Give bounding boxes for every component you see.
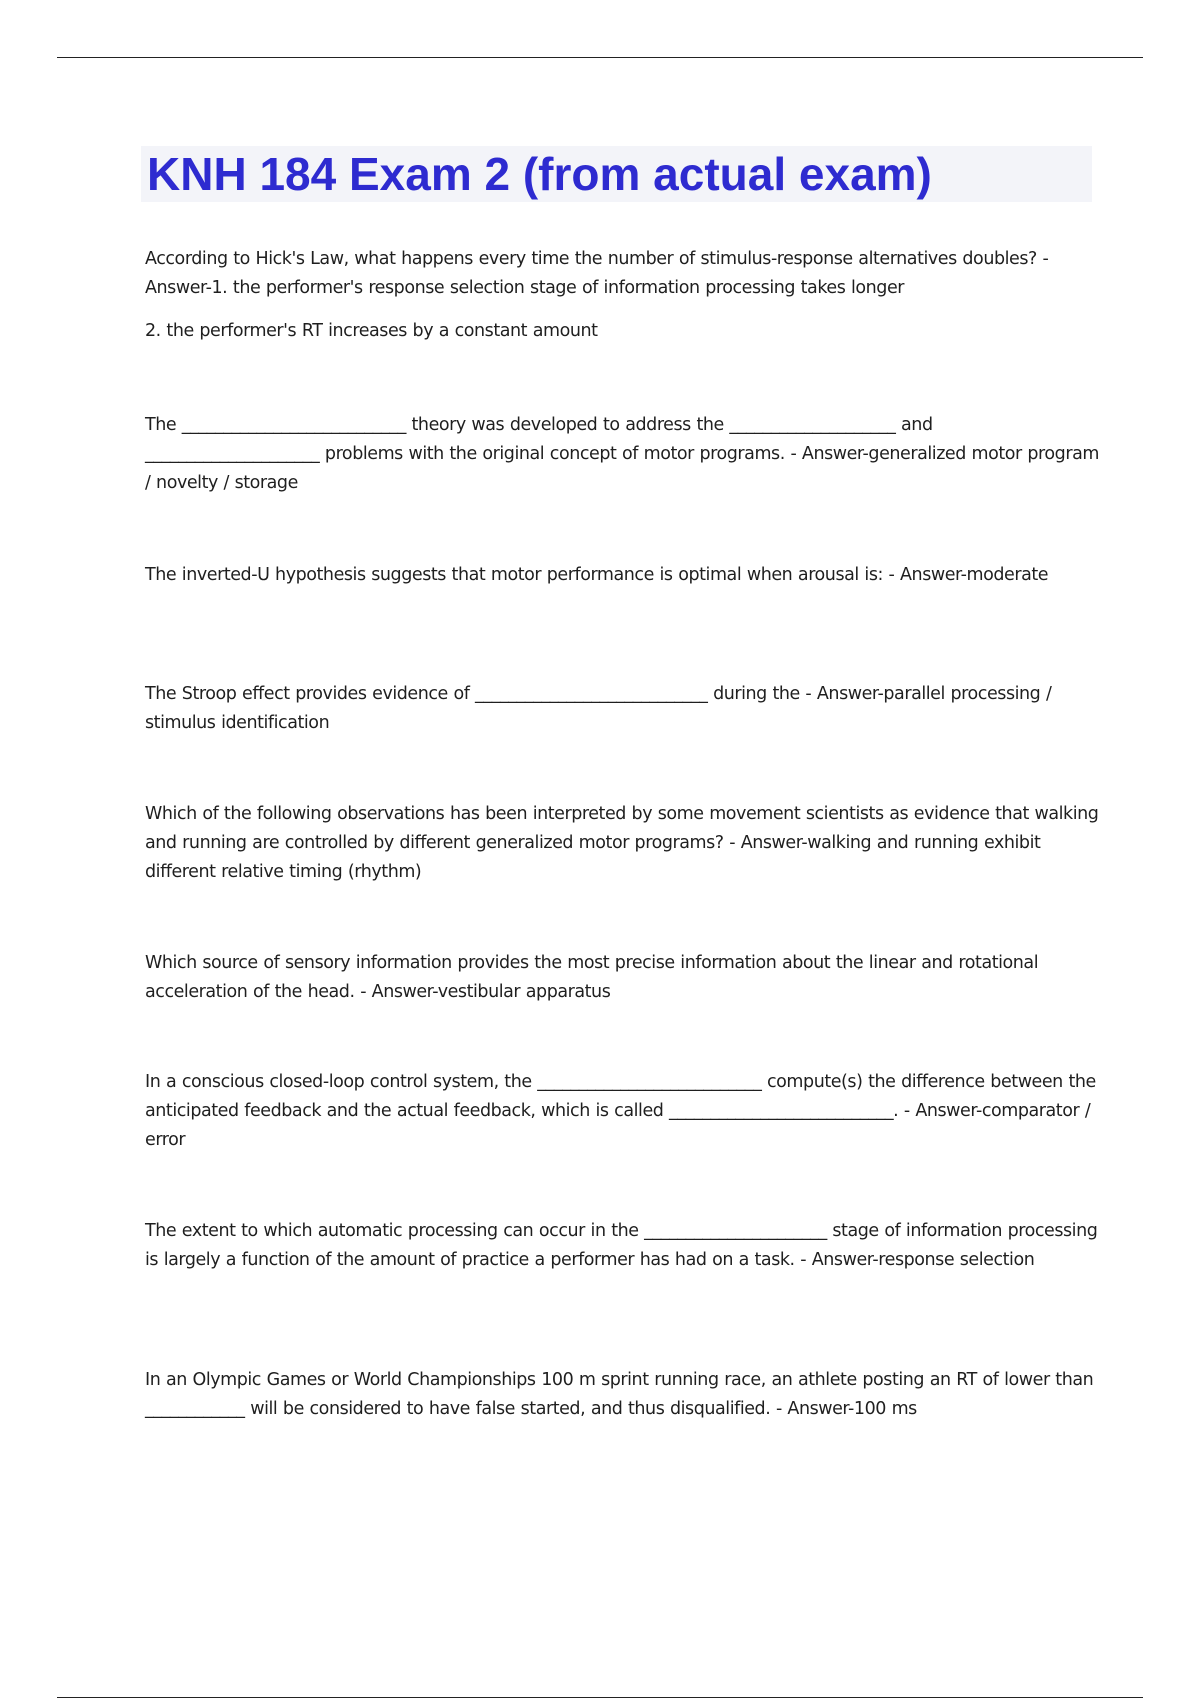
- qa-item-closed-loop: [145, 1068, 1105, 1155]
- qa-text: The inverted-U hypothesis suggests that motor performance is optimal when arousal is: - Answer-moderate: [145, 565, 1049, 585]
- qa-item-sensory-source: [145, 949, 1105, 1007]
- qa-item-false-start: [145, 1366, 1105, 1424]
- qa-text: According to Hick's Law, what happens every time the number of stimulus-response alternatives doubles? - Answer-1. the performer's response selection stage of information processing takes longer: [145, 249, 1049, 298]
- qa-item-walking-running: [145, 800, 1105, 887]
- qa-item-hicks-law: [145, 245, 1105, 346]
- qa-text: The ___________________________ theory was developed to address the ____________________ and _____________________ problems with the original concept of motor programs. - Answer-generalized motor program / novelty / storage: [145, 415, 1099, 493]
- qa-item-gmp-theory: [145, 411, 1105, 498]
- qa-text: Which of the following observations has been interpreted by some movement scientists as evidence that walking and running are controlled by different generalized motor programs? - Answer-walking and running exhibit different relative timing (rhythm): [145, 804, 1099, 882]
- qa-text: Which source of sensory information provides the most precise information about the linear and rotational acceleration of the head. - Answer-vestibular apparatus: [145, 953, 1039, 1002]
- header-rule: [57, 57, 1143, 58]
- qa-item-inverted-u: [145, 561, 1105, 590]
- qa-item-automatic-processing: [145, 1217, 1105, 1275]
- qa-item-stroop-effect: [145, 680, 1105, 738]
- qa-text: In an Olympic Games or World Championships 100 m sprint running race, an athlete posting an RT of lower than ____________ will be considered to have false started, and thus disqualified. - Answer-100 ms: [145, 1370, 1094, 1419]
- page-title: KNH 184 Exam 2 (from actual exam): [147, 148, 932, 200]
- qa-text: The Stroop effect provides evidence of ____________________________ during the - Answer-parallel processing / stimulus identification: [145, 684, 1052, 733]
- qa-text: The extent to which automatic processing can occur in the ______________________ stage of information processing is largely a function of the amount of practice a performer has had on a task. - Answer-response selection: [145, 1221, 1098, 1270]
- qa-text: In a conscious closed-loop control system, the ___________________________ compute(s) the difference between the anticipated feedback and the actual feedback, which is called ___________________________. - Answer-comparator / error: [145, 1072, 1096, 1150]
- footer-rule: [57, 1697, 1143, 1698]
- qa-text: 2. the performer's RT increases by a constant amount: [145, 321, 598, 341]
